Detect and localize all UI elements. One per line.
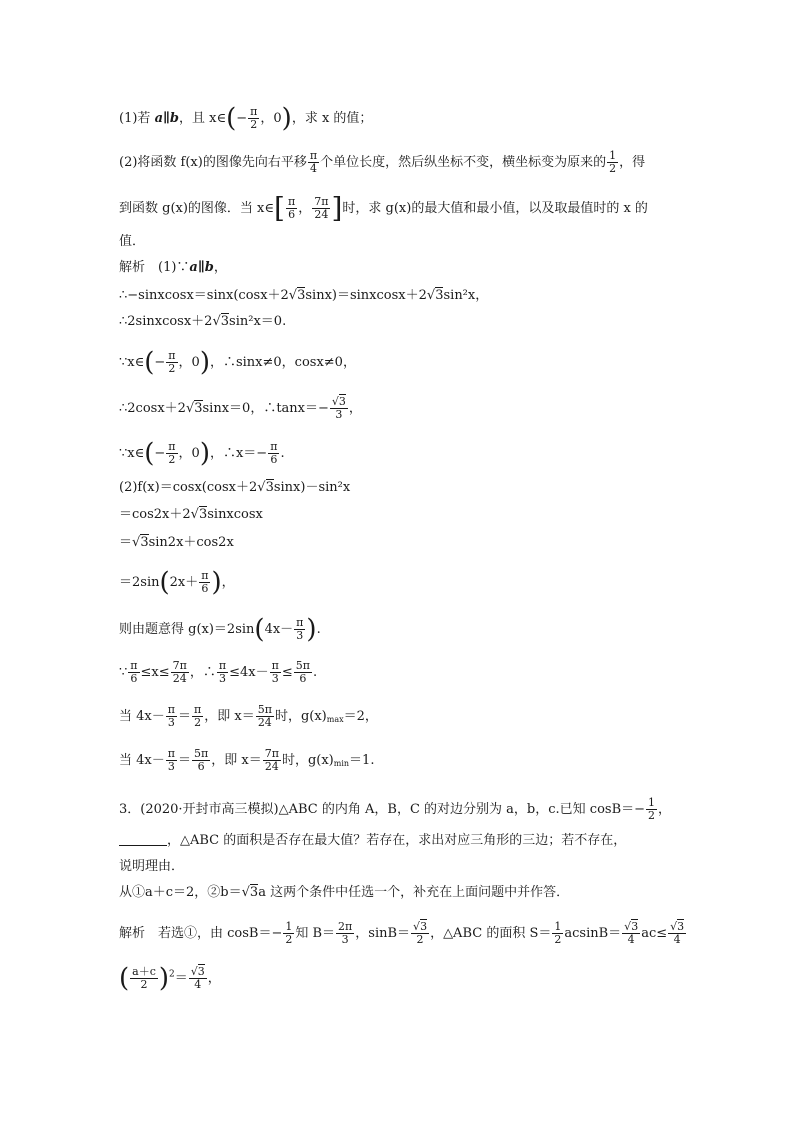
question-3-options: 从①a＋c＝2，②b＝√3a 这两个条件中任选一个，补充在上面问题中并作答． — [119, 885, 570, 900]
sqrt: √3 — [212, 314, 230, 329]
fraction: $\frac{√3}{2}$ — [413, 920, 428, 946]
solution-line: ∵x∈(− $\frac{\pi}{2}$ ，0)，∴x＝− $\frac{\pi}{6}$ . — [119, 438, 285, 469]
fraction: $\frac{1}{2}$ — [648, 796, 656, 822]
fraction: $\frac{√3}{4}$ — [190, 965, 205, 991]
solution-line: ∵x∈(− $\frac{\pi}{2}$ ，0)，∴sinx≠0，cosx≠0， — [119, 347, 356, 378]
solution-line: ∴2cosx＋2√3sinx＝0，∴tanx＝− $\frac{√3}{3}$ ， — [119, 395, 362, 421]
solution-line: ＝2sin(2x＋ $\frac{\pi}{6}$ )， — [119, 567, 235, 598]
solution-line: ＝cos2x＋2√3sinxcosx — [119, 507, 263, 522]
fraction: $\frac{1}{2}$ — [554, 920, 562, 946]
fraction: $\frac{7\pi}{24}$ — [264, 747, 279, 773]
sqrt: √3 — [288, 288, 306, 303]
fraction: $\frac{5\pi}{24}$ — [257, 703, 272, 729]
fraction: $\frac{7\pi}{24}$ — [314, 195, 329, 221]
sqrt: √3 — [257, 480, 274, 495]
question-3-cont: 说明理由． — [119, 859, 185, 874]
solution-line: (2)f(x)＝cosx(cosx＋2√3sinx)－sin²x — [119, 480, 351, 495]
solution-line: ∴2sinxcosx＋2√3sin²x＝0. — [119, 314, 287, 329]
question-3: 3．(2020·开封市高三模拟)△ABC 的内角 A，B，C 的对边分别为 a，b，c.已知 cosB＝− $\frac{1}{2}$ ， — [119, 796, 672, 822]
solution-line: 则由题意得 g(x)＝2sin(4x－ $\frac{\pi}{3}$ ). — [119, 614, 321, 645]
question-part-2-end: 值． — [119, 234, 146, 249]
fraction: $\frac{√3}{4}$ — [670, 920, 685, 946]
question-3-cont: ，△ABC 的面积是否存在最大值？若存在，求出对应三角形的三边；若不存在， — [119, 833, 626, 849]
fraction: $\frac{\pi}{2}$ — [168, 349, 176, 375]
fraction: $\frac{5\pi}{6}$ — [295, 659, 310, 685]
fraction: $\frac{√3}{3}$ — [331, 395, 346, 421]
fraction: $\frac{\pi}{6}$ — [287, 195, 296, 221]
fraction: $\frac{\pi}{3}$ — [167, 747, 175, 773]
fraction: $\frac{\pi}{4}$ — [309, 149, 318, 175]
question-part-1: (1)若 a∥b，且 x∈(− $\frac{\pi}{2}$ ，0)，求 x 的值； — [119, 103, 373, 134]
solution-line: ∵ $\frac{\pi}{6}$ ≤x≤ $\frac{7\pi}{24}$ ，∴ $\frac{\pi}{3}$ ≤4x－ $\frac{\pi}{3}$ ≤ $\frac{5\pi}{6}$ . — [119, 659, 318, 685]
fraction: $\frac{\pi}{2}$ — [194, 703, 202, 729]
fraction: $\frac{\pi}{3}$ — [271, 659, 279, 685]
answer-blank — [119, 845, 167, 846]
fraction: $\frac{\pi}{3}$ — [167, 703, 175, 729]
question-part-2-cont: 到函数 g(x)的图像．当 x∈[ $\frac{\pi}{6}$ ， $\frac{7\pi}{24}$ ]时，求 g(x)的最大值和最小值，以及取最值时的 x 的 — [119, 191, 648, 225]
fraction: $\frac{\pi}{6}$ — [130, 659, 138, 685]
sqrt: √3 — [241, 885, 259, 900]
solution-line: 解析 若选①，由 cosB＝− $\frac{1}{2}$ 知 B＝ $\frac{2\pi}{3}$ ，sinB＝ $\frac{√3}{2}$ ，△ABC 的面积 S＝ $\frac{1}{2}$ acsinB＝ $\frac{√3}{4}$ ac≤ $\frac{√3}{4}$ — [119, 920, 685, 946]
sqrt: √3 — [132, 535, 149, 550]
fraction: $\frac{\pi}{2}$ — [250, 105, 258, 131]
fraction: $\frac{\pi}{3}$ — [296, 616, 304, 642]
sqrt: √3 — [185, 401, 203, 416]
solution-line: 当 4x－ $\frac{\pi}{3}$ ＝ $\frac{\pi}{2}$ ，即 x＝ $\frac{5\pi}{24}$ 时，$g(x)_{max}=2$， — [119, 703, 378, 729]
fraction: $\frac{a+c}{2}$ — [132, 965, 156, 991]
fraction: $\frac{\pi}{2}$ — [168, 440, 176, 466]
fraction: $\frac{1}{2}$ — [609, 149, 617, 175]
fraction: $\frac{\pi}{6}$ — [201, 569, 209, 595]
solution-line: 当 4x－ $\frac{\pi}{3}$ ＝ $\frac{5\pi}{6}$ ，即 x＝ $\frac{7\pi}{24}$ 时，$g(x)_{min}=1$. — [119, 747, 375, 773]
fraction: $\frac{√3}{4}$ — [624, 920, 639, 946]
solution-line: ＝√3sin2x＋cos2x — [119, 535, 234, 550]
fraction: $\frac{\pi}{3}$ — [218, 659, 227, 685]
solution-line: 解析 (1)∵a∥b， — [119, 260, 227, 275]
question-part-2: (2)将函数 f(x)的图像先向右平移 $\frac{\pi}{4}$ 个单位长度，然后纵坐标不变，横坐标变为原来的 $\frac{1}{2}$ ，得 — [119, 149, 646, 175]
sqrt: √3 — [426, 288, 444, 303]
fraction: $\frac{\pi}{6}$ — [270, 440, 278, 466]
fraction: $\frac{2\pi}{3}$ — [338, 920, 353, 946]
fraction: $\frac{7\pi}{24}$ — [172, 659, 187, 685]
sqrt: √3 — [190, 507, 208, 522]
solution-line: ( $\frac{a+c}{2}$ )$^2$＝ $\frac{√3}{4}$ ， — [119, 963, 221, 994]
fraction: $\frac{5\pi}{6}$ — [194, 747, 209, 773]
solution-line: ∴−sinxcosx＝sinx(cosx＋2√3sinx)＝sinxcosx＋2√3sin²x， — [119, 288, 489, 303]
fraction: $\frac{1}{2}$ — [285, 920, 293, 946]
